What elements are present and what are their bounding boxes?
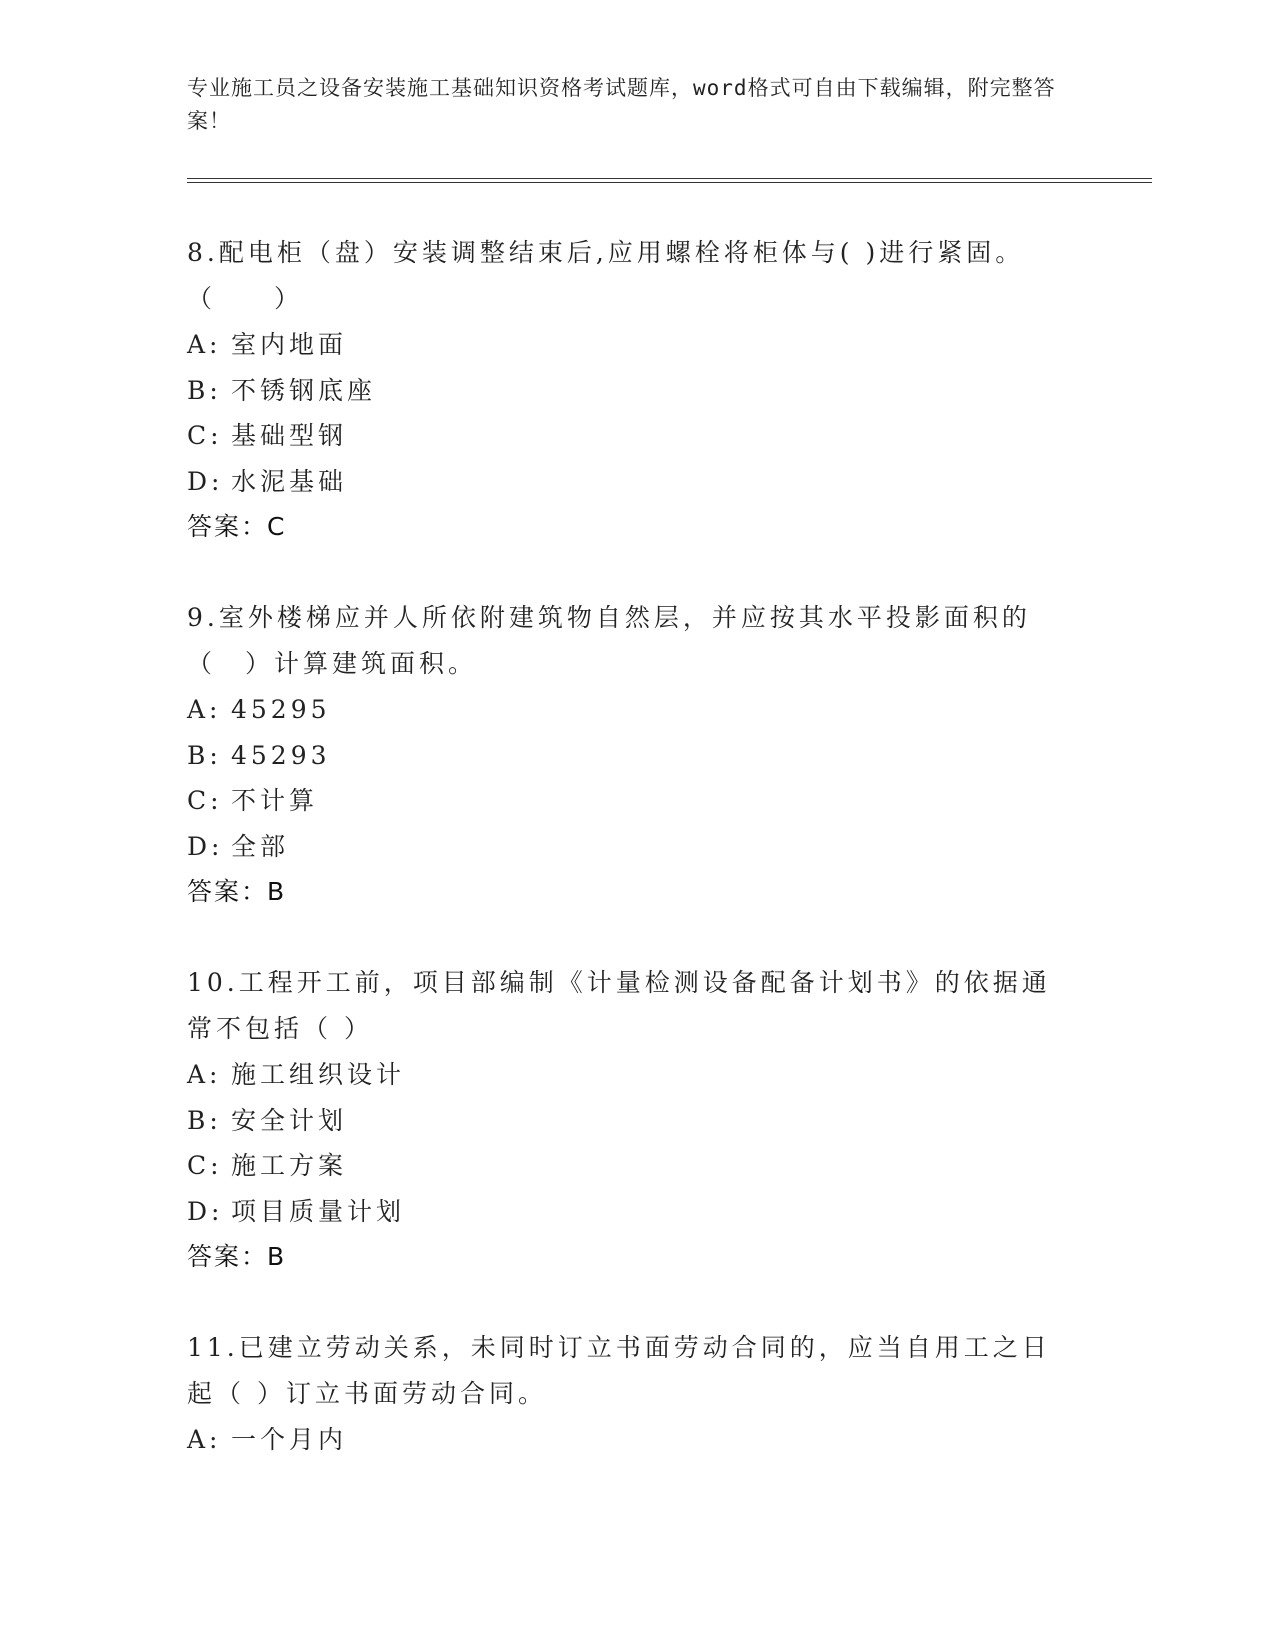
option-letter: B: — [187, 740, 222, 770]
question-list — [187, 230, 1067, 1508]
option-b — [187, 368, 1067, 414]
answer-line — [187, 1234, 1067, 1280]
answer-value: B — [267, 877, 285, 906]
option-text: 不锈钢底座 — [231, 375, 377, 405]
option-letter: A: — [187, 1425, 222, 1454]
answer-value: B — [267, 1242, 285, 1271]
option-text: 不计算 — [231, 786, 319, 815]
question-stem: 10.工程开工前，项目部编制《计量检测设备配备计划书》的依据通常不包括（ ） — [187, 968, 1051, 1043]
option-text: 45295 — [231, 695, 331, 724]
option-text: 安全计划 — [231, 1105, 348, 1135]
question-11 — [187, 1325, 1067, 1463]
option-c — [187, 413, 1067, 459]
option-text: 施工方案 — [231, 1151, 348, 1180]
question-stem: 11.已建立劳动关系，未同时订立书面劳动合同的，应当自用工之日起（ ）订立书面劳动合同。 — [187, 1333, 1051, 1408]
question-10 — [187, 960, 1067, 1280]
option-letter: C: — [187, 1151, 223, 1180]
option-text: 全部 — [231, 831, 290, 861]
option-letter: C: — [187, 421, 223, 450]
option-letter: C: — [187, 786, 223, 815]
document-header-title: 专业施工员之设备安装施工基础知识资格考试题库，word格式可自由下载编辑，附完整答案！ — [187, 76, 1056, 133]
question-9 — [187, 595, 1067, 915]
question-8 — [187, 230, 1067, 550]
option-letter: D: — [187, 1196, 224, 1226]
answer-separator: ： — [241, 1242, 268, 1271]
option-a — [187, 322, 1067, 368]
answer-value: C — [267, 512, 285, 541]
option-a — [187, 687, 1067, 733]
option-b — [187, 733, 1067, 779]
option-d — [187, 459, 1067, 505]
question-stem: 9.室外楼梯应并人所依附建筑物自然层，并应按其水平投影面积的（ ）计算建筑面积。 — [187, 603, 1031, 678]
option-d — [187, 1189, 1067, 1235]
option-text: 45293 — [231, 740, 331, 770]
option-letter: B: — [187, 375, 222, 405]
option-letter: B: — [187, 1105, 222, 1135]
header-double-rule — [187, 178, 1152, 183]
option-c — [187, 1143, 1067, 1189]
option-b — [187, 1098, 1067, 1144]
option-d — [187, 824, 1067, 870]
option-text: 室内地面 — [231, 330, 348, 359]
option-text: 一个月内 — [231, 1425, 348, 1454]
option-text: 基础型钢 — [231, 421, 348, 450]
option-letter: D: — [187, 466, 224, 496]
option-c — [187, 778, 1067, 824]
answer-separator: ： — [241, 512, 268, 541]
option-letter: A: — [187, 1060, 222, 1089]
option-text: 施工组织设计 — [231, 1060, 406, 1089]
option-text: 项目质量计划 — [231, 1196, 406, 1226]
answer-line — [187, 504, 1067, 550]
option-letter: D: — [187, 831, 224, 861]
answer-separator: ： — [241, 877, 268, 906]
option-letter: A: — [187, 695, 222, 724]
option-letter: A: — [187, 330, 222, 359]
question-stem: 8.配电柜（盘）安装调整结束后,应用螺栓将柜体与( )进行紧固。（ ） — [187, 238, 1025, 313]
answer-label: 答案 — [187, 512, 242, 541]
answer-label: 答案 — [187, 1242, 242, 1271]
option-text: 水泥基础 — [231, 466, 348, 496]
option-a — [187, 1417, 1067, 1463]
answer-line — [187, 869, 1067, 915]
option-a — [187, 1052, 1067, 1098]
answer-label: 答案 — [187, 877, 242, 906]
